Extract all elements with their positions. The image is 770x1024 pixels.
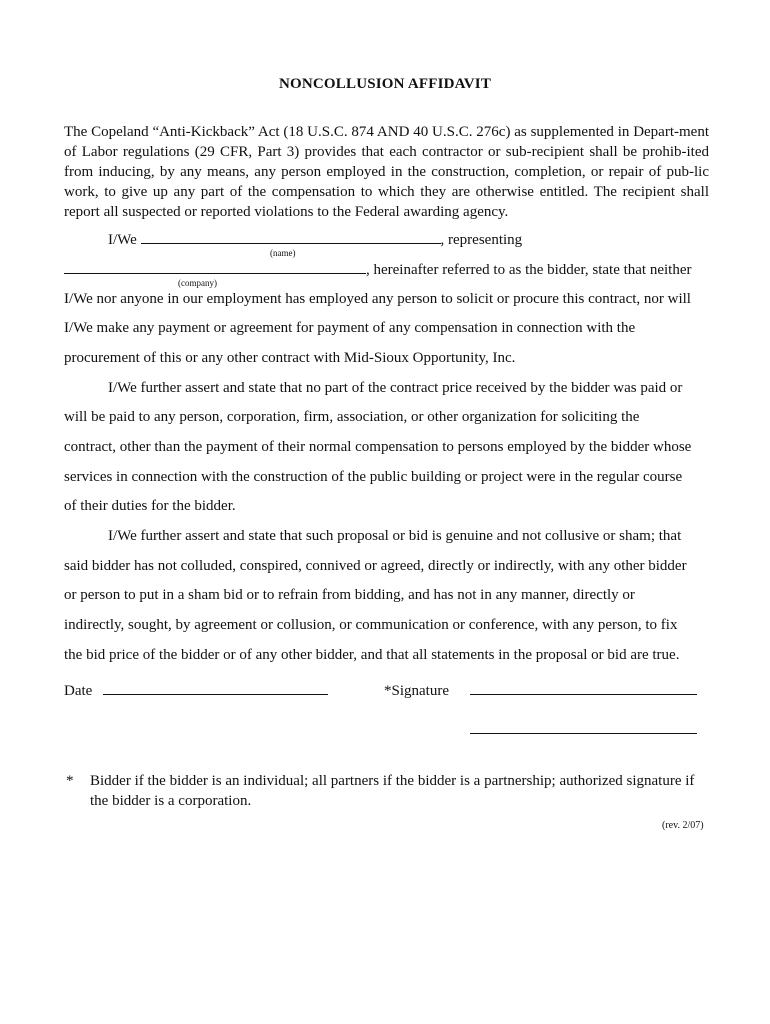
- footnote-text: Bidder if the bidder is an individual; all partners if the bidder is a partnership; authorized signature if the bidder is a corporation.: [90, 773, 695, 809]
- para2-line: contract, other than the payment of their normal compensation to persons employed by the bidder whose: [64, 439, 692, 455]
- footnote-mark: *: [66, 773, 74, 789]
- para3-line: I/We further assert and state that such proposal or bid is genuine and not collusive or sham; that: [108, 528, 682, 544]
- para1-line: procurement of this or any other contract with Mid-Sioux Opportunity, Inc.: [64, 350, 516, 366]
- iwe-line: [108, 229, 522, 250]
- company-caption: (company): [178, 278, 217, 288]
- para2-line: I/We further assert and state that no part of the contract price received by the bidder was paid or: [108, 380, 683, 396]
- para1-line: I/We nor anyone in our employment has employed any person to solicit or procure this contract, nor will: [64, 291, 691, 307]
- para3-line: or person to put in a sham bid or to refrain from bidding, and has not in any manner, directly or: [64, 587, 635, 603]
- representing-text: , representing: [440, 232, 523, 248]
- revision-label: (rev. 2/07): [662, 820, 704, 831]
- para3-line: said bidder has not colluded, conspired, connived or agreed, directly or indirectly, with any other bidder: [64, 558, 687, 574]
- intro-paragraph: The Copeland “Anti-Kickback” Act (18 U.S.C. 874 AND 40 U.S.C. 276c) as supplemented in Depart-ment of Labor regulations (29 CFR, Part 3) provides that each contractor or sub-recipient shall be prohib-ited from inducing, by any means, any person employed in the construction, completion, or repair of pub-lic work, to give up any part of the compensation to which they are otherwise entitled. The recipient shall report all suspected or reported violations to the Federal awarding agency.: [64, 124, 709, 220]
- date-field[interactable]: [103, 694, 328, 695]
- para2-line: will be paid to any person, corporation, firm, association, or other organization for soliciting the: [64, 409, 640, 425]
- para1-line: I/We make any payment or agreement for payment of any compensation in connection with the: [64, 320, 636, 336]
- bidder-suffix-text: , hereinafter referred to as the bidder, state that neither: [366, 262, 692, 278]
- company-field[interactable]: [64, 259, 366, 274]
- name-field[interactable]: [141, 229, 441, 244]
- company-line: [64, 259, 692, 280]
- document-title: NONCOLLUSION AFFIDAVIT: [278, 76, 492, 92]
- para3-line: indirectly, sought, by agreement or collusion, or communication or conference, with any person, to fix: [64, 617, 678, 633]
- signature-field-second[interactable]: [470, 733, 697, 734]
- para2-line: services in connection with the construction of the public building or project were in the regular course: [64, 469, 683, 485]
- date-label: Date: [64, 683, 93, 699]
- para3-line: the bid price of the bidder or of any other bidder, and that all statements in the proposal or bid are true.: [64, 647, 680, 663]
- name-caption: (name): [270, 248, 296, 258]
- para2-line: of their duties for the bidder.: [64, 498, 236, 514]
- signature-field[interactable]: [470, 694, 697, 695]
- signature-label: *Signature: [384, 683, 449, 699]
- iwe-label: I/We: [108, 232, 137, 248]
